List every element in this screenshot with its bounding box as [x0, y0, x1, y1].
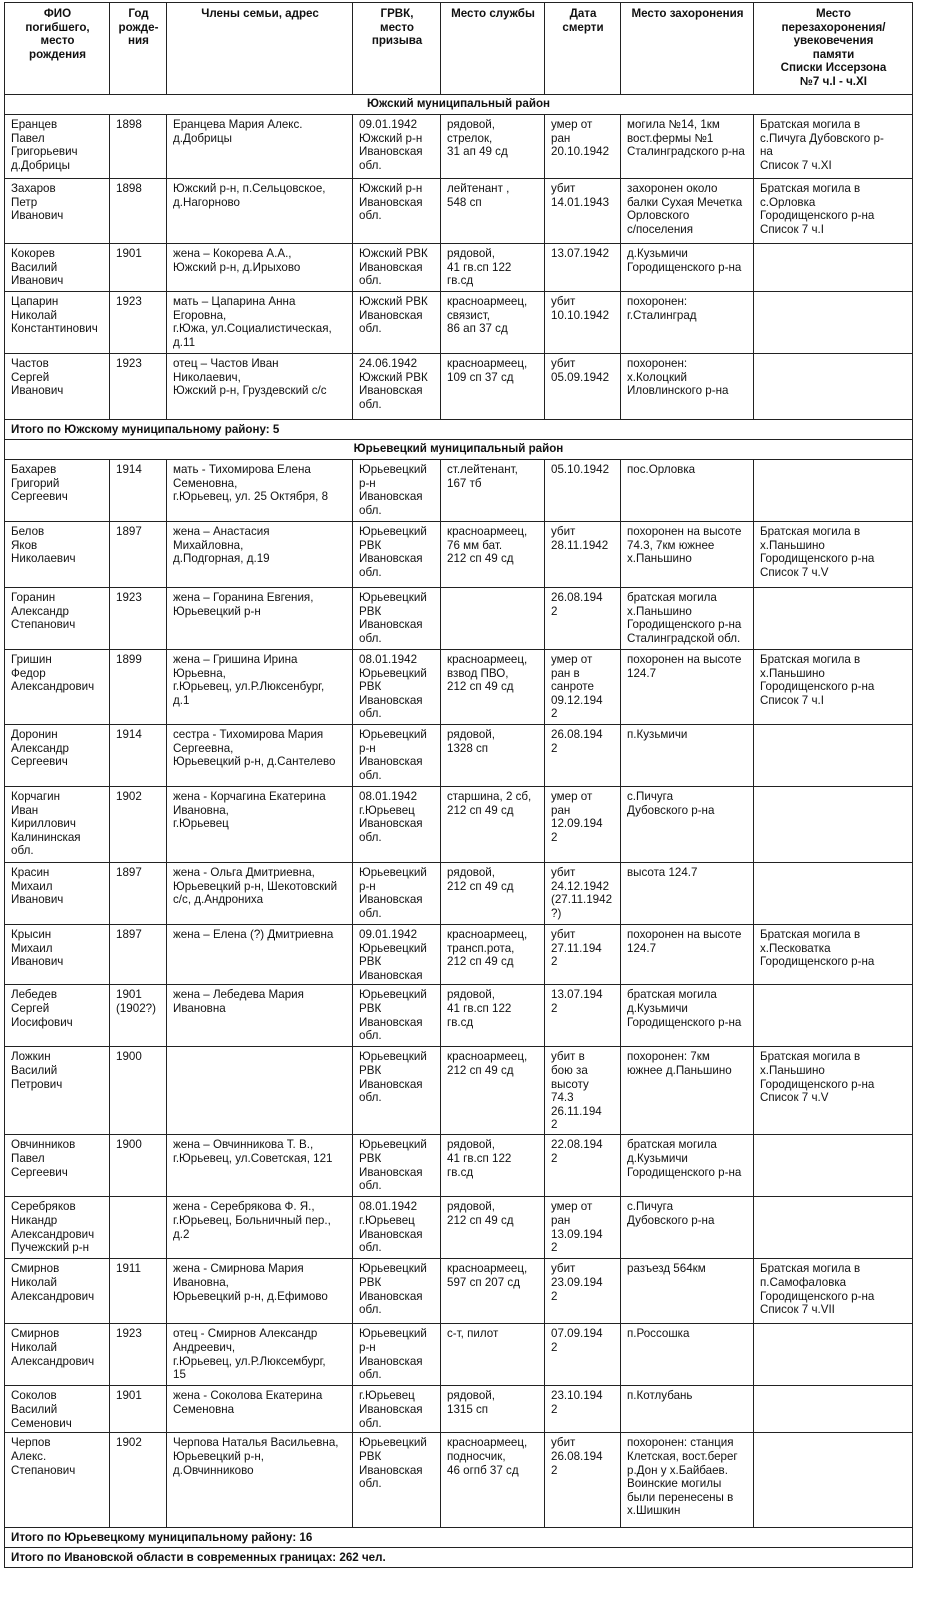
cell-draft-office: 08.01.1942 г.Юрьевец Ивановская обл. — [353, 1197, 441, 1259]
cell-draft-office: Юрьевецкий РВК Ивановская обл. — [353, 1433, 441, 1528]
cell-family: Еранцева Мария Алекс. д.Добрицы — [167, 115, 353, 179]
cell-burial: разъезд 564км — [621, 1259, 754, 1324]
cell-family: жена - Корчагина Екатерина Ивановна, г.Юрьевец — [167, 787, 353, 863]
cell-name: Цапарин Николай Константинович — [5, 292, 110, 354]
cell-reburial: Братская могила в с.Пичуга Дубовского р- на Список 7 ч.XI — [754, 115, 913, 179]
cell-draft-office: Юрьевецкий РВК Ивановская обл. — [353, 985, 441, 1047]
cell-death-date: убит 14.01.1943 — [545, 179, 621, 244]
cell-death-date: убит 05.09.1942 — [545, 354, 621, 420]
cell-family — [167, 1047, 353, 1135]
cell-death-date: убит 24.12.1942 (27.11.1942 ?) — [545, 863, 621, 925]
cell-birth-year: 1897 — [110, 863, 167, 925]
cell-burial: с.Пичуга Дубовского р-на — [621, 787, 754, 863]
cell-burial: захоронен около балки Сухая Мечетка Орловского с/поселения — [621, 179, 754, 244]
cell-death-date: 23.10.194 2 — [545, 1386, 621, 1433]
cell-death-date: 22.08.194 2 — [545, 1135, 621, 1197]
cell-service: рядовой, 41 гв.сп 122 гв.сд — [441, 985, 545, 1047]
cell-reburial — [754, 354, 913, 420]
cell-birth-year: 1900 — [110, 1047, 167, 1135]
cell-family: жена – Горанина Евгения, Юрьевецкий р-н — [167, 588, 353, 650]
table-row — [5, 725, 913, 787]
cell-family: отец - Смирнов Александр Андреевич, г.Юрьевец, ул.Р.Люксембург, 15 — [167, 1324, 353, 1386]
cell-burial: похоронен: 7км южнее д.Паньшино — [621, 1047, 754, 1135]
cell-name: Захаров Петр Иванович — [5, 179, 110, 244]
cell-service: лейтенант , 548 сп — [441, 179, 545, 244]
cell-draft-office: Южский РВК Ивановская обл. — [353, 292, 441, 354]
cell-service: рядовой, стрелок, 31 ап 49 сд — [441, 115, 545, 179]
cell-birth-year: 1902 — [110, 1433, 167, 1528]
cell-burial: высота 124.7 — [621, 863, 754, 925]
cell-service: ст.лейтенант, 167 тб — [441, 460, 545, 522]
cell-birth-year: 1923 — [110, 1324, 167, 1386]
cell-burial: п.Россошка — [621, 1324, 754, 1386]
table-row — [5, 115, 913, 179]
header-draft-office: ГРВК, место призыва — [353, 3, 441, 95]
cell-family: жена - Серебрякова Ф. Я., г.Юрьевец, Больничный пер., д.2 — [167, 1197, 353, 1259]
grand-total: Итого по Ивановской области в современных границах: 262 чел. — [5, 1548, 913, 1568]
cell-draft-office: 24.06.1942 Южский РВК Ивановская обл. — [353, 354, 441, 420]
cell-death-date: 13.07.1942 — [545, 244, 621, 292]
cell-birth-year: 1923 — [110, 354, 167, 420]
section-title: Юрьевецкий муниципальный район — [5, 440, 913, 460]
cell-family: жена – Гришина Ирина Юрьевна, г.Юрьевец, ул.Р.Люксенбург, д.1 — [167, 650, 353, 725]
cell-name: Лебедев Сергей Иосифович — [5, 985, 110, 1047]
cell-draft-office: Юрьевецкий РВК Ивановская обл. — [353, 588, 441, 650]
cell-draft-office: Южский РВК Ивановская обл. — [353, 244, 441, 292]
cell-name: Белов Яков Николаевич — [5, 522, 110, 588]
cell-death-date: умер от ран 12.09.194 2 — [545, 787, 621, 863]
cell-reburial: Братская могила в х.Песковатка Городищенского р-на — [754, 925, 913, 985]
cell-name: Ложкин Василий Петрович — [5, 1047, 110, 1135]
cell-draft-office: Юрьевецкий РВК Ивановская обл. — [353, 1135, 441, 1197]
section-title-row — [5, 95, 913, 115]
cell-birth-year: 1914 — [110, 460, 167, 522]
cell-family: отец – Частов Иван Николаевич, Южский р-н, Груздевский с/с — [167, 354, 353, 420]
section-title: Южский муниципальный район — [5, 95, 913, 115]
cell-name: Соколов Василий Семенович — [5, 1386, 110, 1433]
cell-death-date: умер от ран в санроте 09.12.194 2 — [545, 650, 621, 725]
table-row — [5, 292, 913, 354]
cell-burial: пос.Орловка — [621, 460, 754, 522]
cell-death-date: убит 23.09.194 2 — [545, 1259, 621, 1324]
cell-reburial: Братская могила в с.Орловка Городищенского р-на Список 7 ч.I — [754, 179, 913, 244]
cell-death-date: 13.07.194 2 — [545, 985, 621, 1047]
cell-burial: братская могила д.Кузьмичи Городищенского р-на — [621, 1135, 754, 1197]
section-title-row — [5, 440, 913, 460]
cell-draft-office: Юрьевецкий РВК Ивановская обл. — [353, 1259, 441, 1324]
cell-draft-office: 08.01.1942 Юрьевецкий РВК Ивановская обл. — [353, 650, 441, 725]
cell-burial: братская могила х.Паньшино Городищенского р-на Сталинградской обл. — [621, 588, 754, 650]
cell-reburial: Братская могила в х.Паньшино Городищенского р-на Список 7 ч.V — [754, 1047, 913, 1135]
table-row — [5, 354, 913, 420]
cell-burial: п.Кузьмичи — [621, 725, 754, 787]
cell-family: жена - Ольга Дмитриевна, Юрьевецкий р-н, Шекотовский с/с, д.Андрониха — [167, 863, 353, 925]
table-row — [5, 1135, 913, 1197]
cell-family: сестра - Тихомирова Мария Сергеевна, Юрьевецкий р-н, д.Сантелево — [167, 725, 353, 787]
cell-name: Частов Сергей Иванович — [5, 354, 110, 420]
cell-family: жена – Овчинникова Т. В., г.Юрьевец, ул.Советская, 121 — [167, 1135, 353, 1197]
cell-birth-year: 1901 — [110, 244, 167, 292]
cell-reburial — [754, 588, 913, 650]
cell-service: старшина, 2 сб, 212 сп 49 сд — [441, 787, 545, 863]
cell-family: жена – Кокорева А.А., Южский р-н, д.Ирыхово — [167, 244, 353, 292]
cell-reburial — [754, 1135, 913, 1197]
cell-birth-year: 1901 (1902?) — [110, 985, 167, 1047]
memorial-table — [4, 2, 913, 1568]
cell-reburial — [754, 787, 913, 863]
cell-name: Кокорев Василий Иванович — [5, 244, 110, 292]
cell-name: Крысин Михаил Иванович — [5, 925, 110, 985]
cell-reburial — [754, 985, 913, 1047]
table-row — [5, 787, 913, 863]
cell-birth-year: 1914 — [110, 725, 167, 787]
cell-death-date: убит 28.11.1942 — [545, 522, 621, 588]
cell-reburial — [754, 1386, 913, 1433]
header-burial: Место захоронения — [621, 3, 754, 95]
cell-service: красноармеец, взвод ПВО, 212 сп 49 сд — [441, 650, 545, 725]
cell-burial: похоронен: г.Сталинград — [621, 292, 754, 354]
section-total-row — [5, 420, 913, 440]
cell-service: красноармеец, 109 сп 37 сд — [441, 354, 545, 420]
cell-death-date: убит 27.11.194 2 — [545, 925, 621, 985]
cell-birth-year: 1901 — [110, 1386, 167, 1433]
table-body — [5, 95, 913, 1568]
section-total: Итого по Юрьевецкому муниципальному району: 16 — [5, 1528, 913, 1548]
cell-service: красноармеец, 76 мм бат. 212 сп 49 сд — [441, 522, 545, 588]
header-service: Место службы — [441, 3, 545, 95]
cell-name: Черпов Алекс. Степанович — [5, 1433, 110, 1528]
cell-reburial: Братская могила в п.Самофаловка Городищенского р-на Список 7 ч.VII — [754, 1259, 913, 1324]
cell-reburial — [754, 725, 913, 787]
cell-service: рядовой, 1328 сп — [441, 725, 545, 787]
cell-birth-year: 1898 — [110, 179, 167, 244]
cell-service: красноармеец, трансп.рота, 212 сп 49 сд — [441, 925, 545, 985]
table-row — [5, 1433, 913, 1528]
table-row — [5, 863, 913, 925]
cell-name: Гришин Федор Александрович — [5, 650, 110, 725]
cell-service: красноармеец, 597 сп 207 сд — [441, 1259, 545, 1324]
cell-burial: братская могила д.Кузьмичи Городищенского р-на — [621, 985, 754, 1047]
cell-death-date: 07.09.194 2 — [545, 1324, 621, 1386]
cell-burial: с.Пичуга Дубовского р-на — [621, 1197, 754, 1259]
cell-reburial — [754, 244, 913, 292]
table-row — [5, 650, 913, 725]
cell-service: красноармеец, связист, 86 ап 37 сд — [441, 292, 545, 354]
cell-draft-office: 09.01.1942 Южский р-н Ивановская обл. — [353, 115, 441, 179]
cell-burial: д.Кузьмичи Городищенского р-на — [621, 244, 754, 292]
table-row — [5, 179, 913, 244]
cell-family: жена – Лебедева Мария Ивановна — [167, 985, 353, 1047]
table-row — [5, 925, 913, 985]
cell-birth-year: 1900 — [110, 1135, 167, 1197]
document-page — [4, 2, 912, 1568]
table-row — [5, 1259, 913, 1324]
table-header-row — [5, 3, 913, 95]
cell-family: мать - Тихомирова Елена Семеновна, г.Юрьевец, ул. 25 Октября, 8 — [167, 460, 353, 522]
cell-service: рядовой, 41 гв.сп 122 гв.сд — [441, 244, 545, 292]
table-row — [5, 588, 913, 650]
cell-death-date: 05.10.1942 — [545, 460, 621, 522]
header-death-date: Дата смерти — [545, 3, 621, 95]
cell-birth-year: 1902 — [110, 787, 167, 863]
cell-death-date: 26.08.194 2 — [545, 588, 621, 650]
table-row — [5, 460, 913, 522]
cell-birth-year — [110, 1197, 167, 1259]
cell-birth-year: 1898 — [110, 115, 167, 179]
cell-family: жена – Анастасия Михайловна, д.Подгорная, д.19 — [167, 522, 353, 588]
table-row — [5, 1197, 913, 1259]
cell-reburial — [754, 863, 913, 925]
table-row — [5, 1386, 913, 1433]
cell-name: Смирнов Николай Александрович — [5, 1259, 110, 1324]
cell-burial: могила №14, 1км вост.фермы №1 Сталинградского р-на — [621, 115, 754, 179]
table-row — [5, 1324, 913, 1386]
cell-name: Корчагин Иван Кириллович Калининская обл. — [5, 787, 110, 863]
cell-family: жена - Соколова Екатерина Семеновна — [167, 1386, 353, 1433]
cell-reburial — [754, 1324, 913, 1386]
cell-draft-office: 09.01.1942 Юрьевецкий РВК Ивановская — [353, 925, 441, 985]
cell-name: Еранцев Павел Григорьевич д.Добрицы — [5, 115, 110, 179]
cell-draft-office: г.Юрьевец Ивановская обл. — [353, 1386, 441, 1433]
cell-burial: похоронен на высоте 74.3, 7км южнее х.Паньшино — [621, 522, 754, 588]
cell-name: Горанин Александр Степанович — [5, 588, 110, 650]
cell-reburial — [754, 460, 913, 522]
cell-reburial — [754, 292, 913, 354]
cell-burial: похоронен на высоте 124.7 — [621, 650, 754, 725]
table-row — [5, 244, 913, 292]
cell-family: жена - Смирнова Мария Ивановна, Юрьевецкий р-н, д.Ефимово — [167, 1259, 353, 1324]
cell-service — [441, 588, 545, 650]
cell-birth-year: 1911 — [110, 1259, 167, 1324]
cell-birth-year: 1923 — [110, 292, 167, 354]
cell-birth-year: 1923 — [110, 588, 167, 650]
header-family: Члены семьи, адрес — [167, 3, 353, 95]
cell-draft-office: Юрьевецкий р-н Ивановская обл. — [353, 863, 441, 925]
header-birth-year: Год рожде- ния — [110, 3, 167, 95]
cell-draft-office: Юрьевецкий р-н Ивановская обл. — [353, 1324, 441, 1386]
cell-name: Бахарев Григорий Сергеевич — [5, 460, 110, 522]
table-row — [5, 1047, 913, 1135]
cell-burial: п.Котлубань — [621, 1386, 754, 1433]
cell-service: красноармеец, 212 сп 49 сд — [441, 1047, 545, 1135]
cell-burial: похоронен: х.Колоцкий Иловлинского р-на — [621, 354, 754, 420]
cell-death-date: умер от ран 20.10.1942 — [545, 115, 621, 179]
cell-draft-office: Юрьевецкий РВК Ивановская обл. — [353, 522, 441, 588]
header-name: ФИО погибшего, место рождения — [5, 3, 110, 95]
cell-draft-office: Южский р-н Ивановская обл. — [353, 179, 441, 244]
cell-name: Серебряков Никандр Александрович Пучежский р-н — [5, 1197, 110, 1259]
cell-service: красноармеец, подносчик, 46 огпб 37 сд — [441, 1433, 545, 1528]
cell-death-date: 26.08.194 2 — [545, 725, 621, 787]
cell-reburial: Братская могила в х.Паньшино Городищенского р-на Список 7 ч.V — [754, 522, 913, 588]
cell-service: с-т, пилот — [441, 1324, 545, 1386]
cell-draft-office: Юрьевецкий р-н Ивановская обл. — [353, 725, 441, 787]
cell-name: Смирнов Николай Александрович — [5, 1324, 110, 1386]
cell-family: мать – Цапарина Анна Егоровна, г.Южа, ул.Социалистическая, д.11 — [167, 292, 353, 354]
table-row — [5, 522, 913, 588]
header-reburial: Место перезахоронения/ увековечения памяти Списки Иссерзона №7 ч.I - ч.XI — [754, 3, 913, 95]
cell-death-date: убит 10.10.1942 — [545, 292, 621, 354]
cell-name: Доронин Александр Сергеевич — [5, 725, 110, 787]
table-row — [5, 985, 913, 1047]
cell-service: рядовой, 1315 сп — [441, 1386, 545, 1433]
cell-birth-year: 1897 — [110, 925, 167, 985]
cell-name: Красин Михаил Иванович — [5, 863, 110, 925]
cell-burial: похоронен: станция Клетская, вост.берег р.Дон у х.Байбаев. Воинские могилы были перенесены в х.Шишкин — [621, 1433, 754, 1528]
grand-total-row — [5, 1548, 913, 1568]
cell-reburial — [754, 1433, 913, 1528]
cell-draft-office: Юрьевецкий р-н Ивановская обл. — [353, 460, 441, 522]
cell-death-date: умер от ран 13.09.194 2 — [545, 1197, 621, 1259]
cell-reburial — [754, 1197, 913, 1259]
cell-name: Овчинников Павел Сергеевич — [5, 1135, 110, 1197]
cell-family: Черпова Наталья Васильевна, Юрьевецкий р-н, д.Овчинниково — [167, 1433, 353, 1528]
cell-service: рядовой, 212 сп 49 сд — [441, 863, 545, 925]
cell-reburial: Братская могила в х.Паньшино Городищенского р-на Список 7 ч.I — [754, 650, 913, 725]
cell-service: рядовой, 41 гв.сп 122 гв.сд — [441, 1135, 545, 1197]
cell-draft-office: Юрьевецкий РВК Ивановская обл. — [353, 1047, 441, 1135]
cell-family: Южский р-н, п.Сельцовское, д.Нагорново — [167, 179, 353, 244]
section-total: Итого по Южскому муниципальному району: 5 — [5, 420, 913, 440]
cell-draft-office: 08.01.1942 г.Юрьевец Ивановская обл. — [353, 787, 441, 863]
section-total-row — [5, 1528, 913, 1548]
cell-service: рядовой, 212 сп 49 сд — [441, 1197, 545, 1259]
cell-family: жена – Елена (?) Дмитриевна — [167, 925, 353, 985]
cell-death-date: убит в бою за высоту 74.3 26.11.194 2 — [545, 1047, 621, 1135]
cell-burial: похоронен на высоте 124.7 — [621, 925, 754, 985]
cell-death-date: убит 26.08.194 2 — [545, 1433, 621, 1528]
cell-birth-year: 1897 — [110, 522, 167, 588]
cell-birth-year: 1899 — [110, 650, 167, 725]
